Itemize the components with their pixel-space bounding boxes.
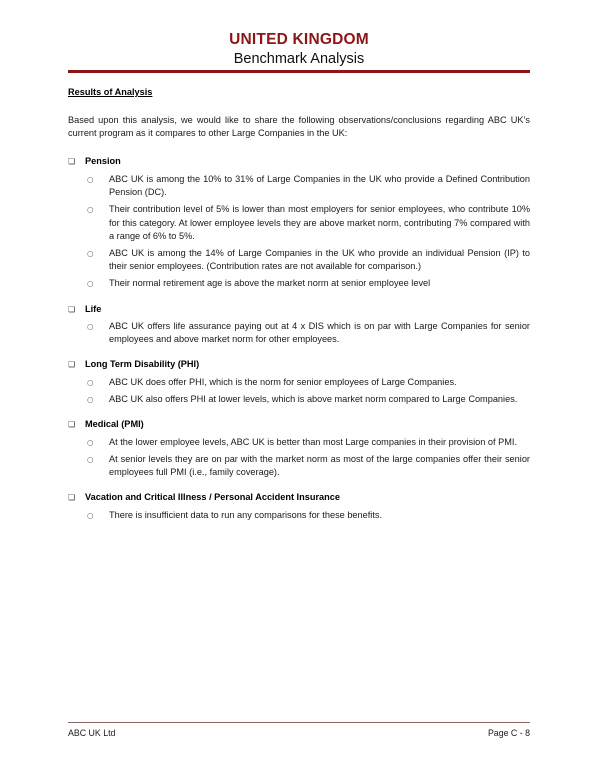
benefit-section-heading — [68, 155, 530, 169]
document-header — [68, 30, 530, 68]
benefit-section — [68, 155, 530, 290]
page-title: Results of Analysis — [68, 87, 153, 97]
circle-bullet-icon: ○ — [87, 510, 94, 520]
benefit-section-title: Pension — [85, 156, 121, 167]
benefit-section — [68, 358, 530, 406]
benefit-section-title: Long Term Disability (PHI) — [85, 359, 200, 370]
benefit-section — [68, 491, 530, 522]
list-item — [68, 453, 530, 479]
list-item — [68, 203, 530, 243]
circle-bullet-icon: ○ — [87, 279, 94, 289]
list-item-text: Their normal retirement age is above the market norm at senior employee level — [109, 278, 431, 289]
list-item — [68, 436, 530, 449]
list-item — [68, 173, 530, 199]
circle-bullet-icon: ○ — [87, 377, 94, 387]
square-bullet-icon: ❏ — [68, 157, 76, 167]
document-content — [68, 86, 530, 534]
header-subtitle: Benchmark Analysis — [233, 51, 365, 67]
footer-company-name: ABC UK Ltd — [68, 728, 116, 738]
square-bullet-icon: ❏ — [68, 304, 76, 314]
header-divider-rule — [68, 70, 530, 73]
square-bullet-icon: ❏ — [68, 360, 76, 370]
square-bullet-icon: ❏ — [68, 493, 76, 503]
circle-bullet-icon: ○ — [87, 395, 94, 405]
footer-divider-rule — [68, 722, 530, 723]
benefit-bullet-list — [68, 320, 530, 346]
benefit-section-title: Vacation and Critical Illness / Personal Accident Insurance — [85, 492, 340, 503]
benefit-section-heading — [68, 303, 530, 317]
list-item-text: ABC UK is among the 10% to 31% of Large Companies in the UK who provide a Defined Contribution Pension (DC). — [109, 173, 530, 198]
benefit-section-heading — [68, 491, 530, 505]
list-item-text: ABC UK also offers PHI at lower levels, which is above market norm compared to Large Companies. — [109, 394, 518, 405]
benefit-section-heading — [68, 358, 530, 372]
circle-bullet-icon: ○ — [87, 248, 94, 258]
benefit-section-title: Medical (PMI) — [85, 419, 144, 430]
document-footer — [68, 727, 530, 739]
circle-bullet-icon: ○ — [87, 455, 94, 465]
benefit-section — [68, 418, 530, 479]
list-item — [68, 320, 530, 346]
benefit-sections — [68, 155, 530, 522]
list-item-text: ABC UK is among the 14% of Large Companies in the UK who provide an individual Pension (IP) to their senior employees. (Contribution rates are not available for comparison.) — [109, 247, 530, 272]
circle-bullet-icon: ○ — [87, 322, 94, 332]
circle-bullet-icon: ○ — [87, 174, 94, 184]
square-bullet-icon: ❏ — [68, 420, 76, 430]
header-country-title: UNITED KINGDOM — [229, 31, 369, 48]
benefit-bullet-list — [68, 436, 530, 480]
benefit-bullet-list — [68, 509, 530, 522]
intro-paragraph: Based upon this analysis, we would like to share the following observations/conclusions regarding ABC UK’s current program as it compares to other Large Companies in the UK: — [68, 115, 530, 139]
list-item-text: At the lower employee levels, ABC UK is better than most Large companies in their provision of PMI. — [109, 436, 518, 447]
circle-bullet-icon: ○ — [87, 205, 94, 215]
list-item-text: ABC UK offers life assurance paying out at 4 x DIS which is on par with Large Companies for senior employees and above market norm for other employees. — [109, 321, 530, 345]
list-item — [68, 247, 530, 273]
list-item-text: Their contribution level of 5% is lower than most employers for senior employees, who contribute 10% for this category. At lower employee levels they are above market norm, contributing 7% compared with a range of 6% to 5%. — [109, 204, 530, 241]
benefit-section-heading — [68, 418, 530, 432]
list-item — [68, 376, 530, 389]
benefit-bullet-list — [68, 173, 530, 291]
list-item-text: There is insufficient data to run any comparisons for these benefits. — [109, 509, 383, 520]
list-item-text: At senior levels they are on par with the market norm as most of the large companies offer their senior employees full PMI (i.e., family coverage). — [109, 454, 530, 478]
benefit-section — [68, 303, 530, 347]
list-item — [68, 393, 530, 406]
list-item-text: ABC UK does offer PHI, which is the norm for senior employees of Large Companies. — [109, 376, 457, 387]
list-item — [68, 509, 530, 522]
benefit-section-title: Life — [85, 303, 102, 314]
list-item — [68, 277, 530, 290]
footer-page-number: Page C - 8 — [487, 728, 530, 738]
circle-bullet-icon: ○ — [87, 437, 94, 447]
benefit-bullet-list — [68, 376, 530, 406]
